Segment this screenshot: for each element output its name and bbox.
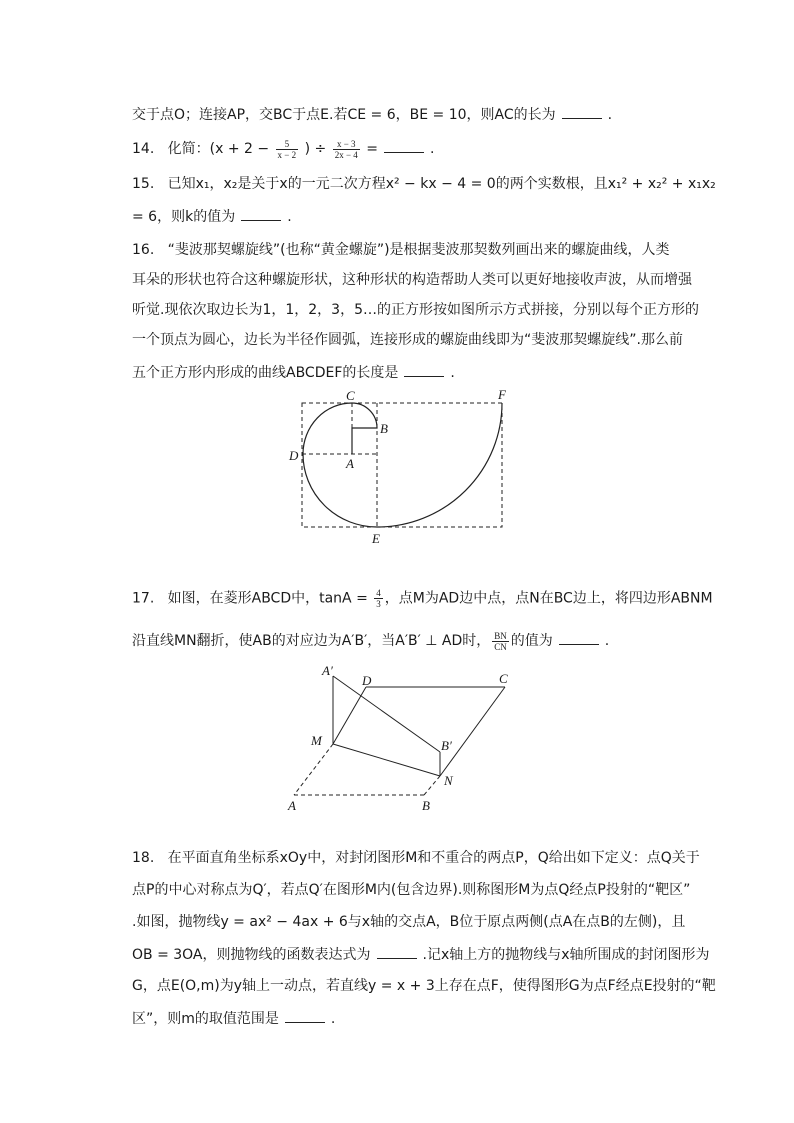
rhombus-fold-figure: [280, 660, 520, 815]
label-B-prime: B′: [441, 738, 452, 753]
q14-fraction-1: $\frac{5}{x - 2}$: [277, 138, 297, 160]
q17-number: 17.: [132, 590, 155, 607]
q14-number: 14.: [132, 141, 155, 157]
q16-number: 16.: [132, 242, 155, 258]
q15-answer-blank[interactable]: [241, 206, 281, 221]
q18-text-6a: 区”，则m的取值范围是: [132, 1011, 279, 1027]
q14-answer-blank[interactable]: [384, 138, 424, 153]
q18-answer-blank-2[interactable]: [285, 1008, 325, 1023]
q18-text-1: 在平面直角坐标系xOy中，对封闭图形M和不重合的两点P，Q给出如下定义：点Q关于: [167, 850, 700, 866]
q15-number: 15.: [132, 176, 155, 192]
q17-text-2b: 的值为: [510, 633, 553, 649]
q14-fraction-2: $\frac{x - 3}{2x - 4}$: [334, 138, 358, 160]
q16-line-4: [132, 330, 683, 350]
q14-equals: =: [366, 141, 378, 157]
q13-text: 交于点O；连接AP，交BC于点E.若CE = 6，BE = 10，则AC的长为: [132, 107, 556, 123]
q17-line-1: [132, 588, 713, 609]
spiral-curve: [303, 403, 502, 527]
label-D: D: [362, 673, 372, 688]
q16-text-4: 一个顶点为圆心，边长为半径作圆弧，连接形成的螺旋曲线即为“斐波那契螺旋线”.那么前: [132, 332, 683, 348]
label-F: F: [498, 387, 506, 402]
q13-end: .: [607, 107, 613, 123]
label-B: B: [422, 798, 430, 813]
label-A: A: [346, 456, 354, 471]
square-outlines: [302, 403, 502, 527]
q13-line: [132, 104, 612, 125]
q15-line-2: = 6，则k的值为 .: [132, 206, 292, 227]
q18-text-2: 点P的中心对称点为Q′，若点Q′在图形M内(包含边界).则称图形M为点Q经点P投射的“靶区”: [132, 882, 691, 898]
q17-text-1a: 如图，在菱形ABCD中，tanA =: [167, 590, 368, 607]
q15-text-1: 已知x₁，x₂是关于x的一元二次方程x² − kx − 4 = 0的两个实数根，且x₁² + x₂² + x₁x₂: [167, 176, 716, 192]
label-D: D: [289, 448, 299, 463]
q14-prefix: 化简：(x + 2 −: [167, 141, 270, 157]
q16-line-1: [132, 240, 670, 260]
q18-answer-blank-1[interactable]: [377, 944, 417, 959]
label-E: E: [372, 531, 380, 546]
dashed-MA: [294, 744, 333, 795]
q16-line-5: 五个正方形内形成的曲线ABCDEF的长度是 .: [132, 362, 455, 383]
q18-line-1: [132, 848, 700, 868]
label-C: C: [346, 388, 355, 403]
q18-text-5: G，点E(O,m)为y轴上一动点，若直线y = x + 3上存在点F，使得图形G为点F经点E投射的“靶: [132, 978, 716, 994]
dashed-BN: [424, 776, 440, 795]
q18-line-3: [132, 912, 685, 932]
fibonacci-spiral-figure: [285, 385, 515, 550]
label-A-prime: A′: [322, 663, 333, 678]
q17-ratio-fraction: $\frac{BN}{CN}$: [494, 630, 507, 652]
q13-answer-blank[interactable]: [562, 104, 602, 119]
q16-answer-blank[interactable]: [404, 362, 444, 377]
q17-line-2: 沿直线MN翻折，使AB的对应边为A′B′，当A′B′ ⊥ AD时， $\frac{BN}{CN}$ 的值为 .: [132, 630, 610, 652]
q18-line-6: 区”，则m的取值范围是 .: [132, 1008, 335, 1029]
q15-line-1: [132, 174, 716, 194]
q17-answer-blank[interactable]: [559, 630, 599, 645]
q14-line: 14. 化简：(x + 2 − $\frac{5}{x - 2}$ ) ÷ $\frac{x - 3}{2x - 4}$ = .: [132, 138, 435, 160]
label-N: N: [444, 773, 453, 788]
segment-CN: [440, 687, 505, 776]
q16-text-2: 耳朵的形状也符合这种螺旋形状，这种形状的构造帮助人类可以更好地接收声波，从而增强: [132, 272, 692, 288]
q18-line-5: [132, 976, 716, 996]
label-A: A: [288, 798, 296, 813]
q16-text-1: “斐波那契螺旋线”(也称“黄金螺旋”)是根据斐波那契数列画出来的螺旋曲线，人类: [167, 242, 670, 258]
q18-text-3: .如图，抛物线y = ax² − 4ax + 6与x轴的交点A，B位于原点两侧(点A在点B的左侧)，且: [132, 914, 686, 930]
q16-line-3: [132, 300, 699, 320]
label-C: C: [499, 671, 508, 686]
label-B: B: [380, 421, 388, 436]
q18-number: 18.: [132, 850, 155, 866]
q16-line-2: [132, 270, 692, 290]
segment-MN: [333, 744, 440, 776]
q16-text-3: 听觉.现依次取边长为1，1，2，3，5…的正方形按如图所示方式拼接，分别以每个正方形的: [132, 302, 699, 318]
q14-mid: ) ÷: [304, 141, 327, 157]
q15-text-2: = 6，则k的值为: [132, 209, 236, 225]
label-M: M: [311, 733, 322, 748]
q18-text-4b: .记x轴上方的抛物线与x轴所围成的封闭图形为: [422, 947, 710, 963]
q17-tan-fraction: $\frac{4}{3}$: [376, 588, 381, 609]
q18-text-4a: OB = 3OA，则抛物线的函数表达式为: [132, 947, 371, 963]
q17-text-2a: 沿直线MN翻折，使AB的对应边为A′B′，当A′B′ ⊥ AD时，: [132, 633, 491, 649]
q18-line-2: [132, 880, 690, 900]
q16-text-5: 五个正方形内形成的曲线ABCDEF的长度是: [132, 365, 399, 381]
outer-dashed-rectangle: [302, 403, 502, 527]
q17-text-1b: ，点M为AD边中点，点N在BC边上，将四边形ABNM: [384, 590, 713, 607]
q18-line-4: [132, 944, 710, 965]
